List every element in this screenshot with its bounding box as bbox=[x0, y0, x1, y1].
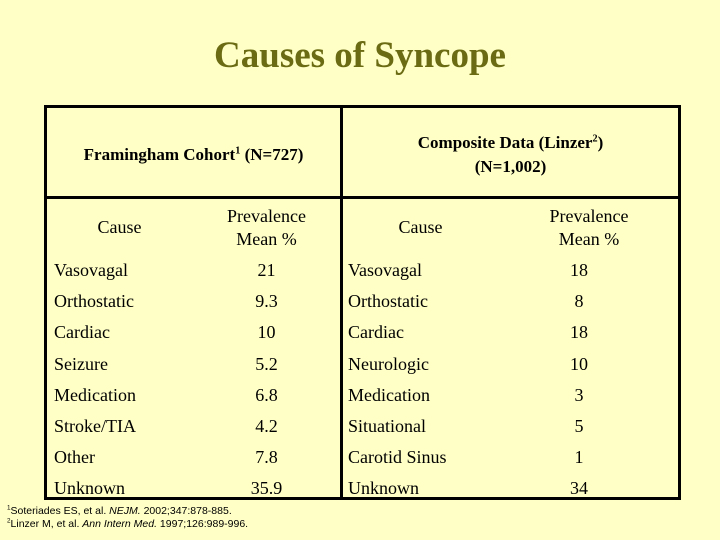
footnote-citation: 2002;347:878-885. bbox=[140, 505, 232, 517]
framingham-prevalence-cell: 35.9 bbox=[250, 478, 283, 498]
framingham-cause-cell: Cardiac bbox=[54, 322, 110, 342]
footnote-citation: 1997;126:989-996. bbox=[157, 518, 249, 530]
composite-cause-header: Cause bbox=[398, 217, 443, 237]
composite-cause-cell: Medication bbox=[348, 385, 430, 405]
composite-prevalence-cell: 1 bbox=[574, 447, 584, 467]
composite-prevalence-cell: 3 bbox=[574, 385, 584, 405]
framingham-prevalence-cell: 4.2 bbox=[255, 416, 278, 436]
footnote-authors: Linzer M, et al. bbox=[10, 518, 83, 530]
footnote-journal: Ann Intern Med. bbox=[82, 518, 158, 530]
composite-cause-cell: Vasovagal bbox=[348, 260, 422, 280]
composite-cause-cell: Orthostatic bbox=[348, 291, 428, 311]
composite-cause-cell: Neurologic bbox=[348, 354, 429, 374]
framingham-cause-cell: Medication bbox=[54, 385, 136, 405]
framingham-prevalence-cell: 10 bbox=[257, 322, 276, 342]
composite-cause-cell: Situational bbox=[348, 416, 426, 436]
framingham-cause-cell: Unknown bbox=[54, 478, 125, 498]
footnote-journal: NEJM. bbox=[109, 505, 141, 517]
framingham-cause-header: Cause bbox=[97, 217, 142, 237]
composite-prevalence-cell: 8 bbox=[574, 291, 584, 311]
footnote-authors: Soteriades ES, et al. bbox=[10, 505, 110, 517]
composite-prevalence-cell: 18 bbox=[570, 260, 588, 280]
composite-cause-cell: Unknown bbox=[348, 478, 419, 498]
footnote-item bbox=[7, 518, 248, 531]
framingham-heading: Framingham Cohort$^1$ (N=727) bbox=[83, 145, 304, 164]
table-header-divider bbox=[44, 196, 681, 199]
composite-cause-cell: Cardiac bbox=[348, 322, 404, 342]
framingham-prevalence-cell: 6.8 bbox=[255, 385, 278, 405]
composite-prevalence-header: Prevalence Mean % bbox=[549, 206, 629, 249]
slide-title: Causes of Syncope bbox=[214, 35, 506, 76]
composite-prevalence-cell: 34 bbox=[570, 478, 588, 498]
framingham-prevalence-cell: 7.8 bbox=[255, 447, 278, 467]
composite-heading: Composite Data (Linzer$^2$) (N=1,002) bbox=[417, 133, 604, 176]
footnote-item bbox=[7, 505, 232, 518]
framingham-prevalence-cell: 5.2 bbox=[255, 354, 278, 374]
composite-cause-cell: Carotid Sinus bbox=[348, 447, 447, 467]
framingham-cause-cell: Stroke/TIA bbox=[54, 416, 136, 436]
framingham-prevalence-cell: 21 bbox=[257, 260, 276, 280]
footnote-marker: 2 bbox=[7, 517, 11, 525]
framingham-cause-cell: Other bbox=[54, 447, 95, 467]
framingham-cause-cell: Orthostatic bbox=[54, 291, 134, 311]
composite-prevalence-cell: 5 bbox=[574, 416, 584, 436]
framingham-cause-cell: Seizure bbox=[54, 354, 108, 374]
framingham-cause-cell: Vasovagal bbox=[54, 260, 128, 280]
composite-prevalence-cell: 10 bbox=[570, 354, 588, 374]
footnote-marker: 1 bbox=[7, 504, 11, 512]
framingham-prevalence-cell: 9.3 bbox=[255, 291, 278, 311]
framingham-prevalence-header: Prevalence Mean % bbox=[227, 206, 306, 249]
composite-prevalence-cell: 18 bbox=[570, 322, 588, 342]
